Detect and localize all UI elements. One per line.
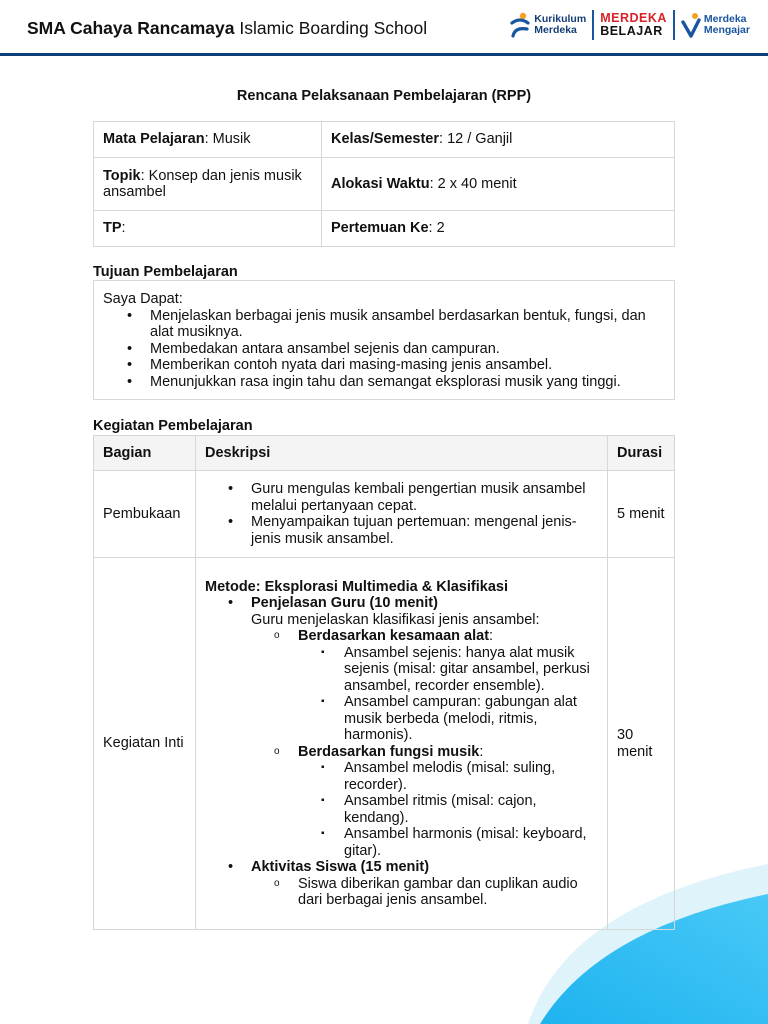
kelas-value: : 12 / Ganjil <box>439 131 513 148</box>
tujuan-item: • Memberikan contoh nyata dari masing-masing jenis ansambel. <box>103 357 665 374</box>
table-row-inti <box>94 558 675 930</box>
tujuan-list <box>103 308 665 391</box>
mapel-label: Mata Pelajaran <box>103 131 205 148</box>
info-cell-topik <box>94 158 322 211</box>
tujuan-heading: Tujuan Pembelajaran <box>93 264 238 280</box>
tp-label: TP <box>103 220 122 237</box>
cell-deskripsi-inti <box>196 558 608 930</box>
alokasi-label: Alokasi Waktu <box>331 175 430 192</box>
list-item <box>205 859 598 909</box>
cell-durasi-inti: 30 menit <box>608 558 675 930</box>
document-title: Rencana Pelaksanaan Pembelajaran (RPP) <box>236 88 532 104</box>
merdeka-mengajar-icon <box>681 12 701 38</box>
col-header-bagian: Bagian <box>94 436 196 471</box>
col-header-durasi: Durasi <box>608 436 675 471</box>
list-item <box>205 595 598 859</box>
kelas-label: Kelas/Semester <box>331 131 440 148</box>
mapel-value: : Musik <box>204 131 251 148</box>
info-cell-tp <box>94 211 322 247</box>
info-row <box>94 158 675 211</box>
page-header <box>0 0 768 56</box>
kurikulum-icon <box>509 11 531 39</box>
pertemuan-value: : 2 <box>428 220 445 237</box>
info-row <box>94 122 675 158</box>
kurikulum-merdeka-logo <box>509 11 586 39</box>
kesamaan-label: Berdasarkan kesamaan alat <box>298 628 490 644</box>
cell-bagian-pembukaan: Pembukaan <box>94 471 196 558</box>
sub-sub-list-item: ▪ Ansambel campuran: gabungan alat musik berbeda (melodi, ritmis, harmonis). <box>298 694 598 744</box>
penjelasan-text: Guru menjelaskan klasifikasi jenis ansambel: <box>251 611 540 628</box>
sub-list-item: o Berdasarkan fungsi musik: ▪ Ansambel melodis (misal: suling, recorder). ▪ Ansambel ritmis (misal: cajon, kendang). ▪ Ansambel harmonis (misal: keyboard, gitar). <box>251 744 598 860</box>
alokasi-value: : 2 x 40 menit <box>429 175 517 192</box>
list-item: • Guru mengulas kembali pengertian musik ansambel melalui pertanyaan cepat. <box>205 481 598 514</box>
merdeka-mengajar-line2: Mengajar <box>703 24 750 36</box>
kurikulum-line1: Kurikulum <box>534 13 587 25</box>
col-header-deskripsi: Deskripsi <box>196 436 608 471</box>
info-cell-mapel <box>94 122 322 158</box>
header-divider <box>0 53 768 56</box>
tujuan-item: • Menunjukkan rasa ingin tahu dan semangat eksplorasi musik yang tinggi. <box>103 374 665 391</box>
cell-bagian-inti: Kegiatan Inti <box>94 558 196 930</box>
table-header-row <box>94 436 675 471</box>
topik-label: Topik <box>103 167 141 184</box>
header-logos <box>509 8 750 42</box>
info-cell-kelas <box>322 122 675 158</box>
fungsi-label: Berdasarkan fungsi musik <box>298 743 480 760</box>
kurikulum-line2: Merdeka <box>534 24 577 36</box>
merdeka-belajar-line2: BELAJAR <box>600 24 663 38</box>
cell-durasi-pembukaan: 5 menit <box>608 471 675 558</box>
tujuan-item: • Menjelaskan berbagai jenis musik ansambel berdasarkan bentuk, fungsi, dan alat musiknya. <box>103 308 665 341</box>
school-name <box>27 17 427 39</box>
sub-sub-list-item: ▪ Ansambel ritmis (misal: cajon, kendang). <box>298 793 598 826</box>
merdeka-mengajar-logo <box>681 12 750 38</box>
school-name-bold: SMA Cahaya Rancamaya <box>27 18 235 38</box>
sub-list-item: o Siswa diberikan gambar dan cuplikan audio dari berbagai jenis ansambel. <box>251 876 598 909</box>
sub-list-item: o Berdasarkan kesamaan alat: ▪ Ansambel sejenis: hanya alat musik sejenis (misal: gitar ansambel, perkusi ansambel, recorder ensemble). ▪ Ansambel campuran: gabungan alat musik berbeda (melodi, ritmis, harmonis). <box>251 628 598 744</box>
tujuan-box <box>93 280 675 400</box>
merdeka-mengajar-line1: Merdeka <box>703 13 747 25</box>
merdeka-belajar-line1: MERDEKA <box>600 11 667 25</box>
kegiatan-table <box>93 435 675 930</box>
metode-label: Metode: Eksplorasi Multimedia & Klasifikasi <box>205 578 508 595</box>
table-row-pembukaan <box>94 471 675 558</box>
tujuan-intro: Saya Dapat: <box>103 291 183 307</box>
merdeka-belajar-logo <box>600 12 667 38</box>
tujuan-item: • Membedakan antara ansambel sejenis dan campuran. <box>103 341 665 358</box>
school-name-rest: Islamic Boarding School <box>239 18 428 38</box>
info-table <box>93 121 675 247</box>
topik-value: : Konsep dan jenis musik ansambel <box>103 167 302 200</box>
aktivitas-title: Aktivitas Siswa (15 menit) <box>251 859 430 875</box>
info-cell-alokasi <box>322 158 675 211</box>
info-cell-pertemuan <box>322 211 675 247</box>
list-item: • Menyampaikan tujuan pertemuan: mengenal jenis-jenis musik ansambel. <box>205 514 598 547</box>
kegiatan-heading: Kegiatan Pembelajaran <box>93 418 253 434</box>
pertemuan-label: Pertemuan Ke <box>331 220 429 237</box>
logo-divider <box>592 10 594 40</box>
cell-deskripsi-pembukaan <box>196 471 608 558</box>
tp-value: : <box>121 220 126 237</box>
sub-sub-list-item: ▪ Ansambel melodis (misal: suling, recorder). <box>298 760 598 793</box>
logo-divider <box>673 10 675 40</box>
sub-sub-list-item: ▪ Ansambel sejenis: hanya alat musik sejenis (misal: gitar ansambel, perkusi ansambel, recorder ensemble). <box>298 645 598 695</box>
info-row <box>94 211 675 247</box>
sub-sub-list-item: ▪ Ansambel harmonis (misal: keyboard, gitar). <box>298 826 598 859</box>
penjelasan-title: Penjelasan Guru (10 menit) <box>251 595 438 611</box>
